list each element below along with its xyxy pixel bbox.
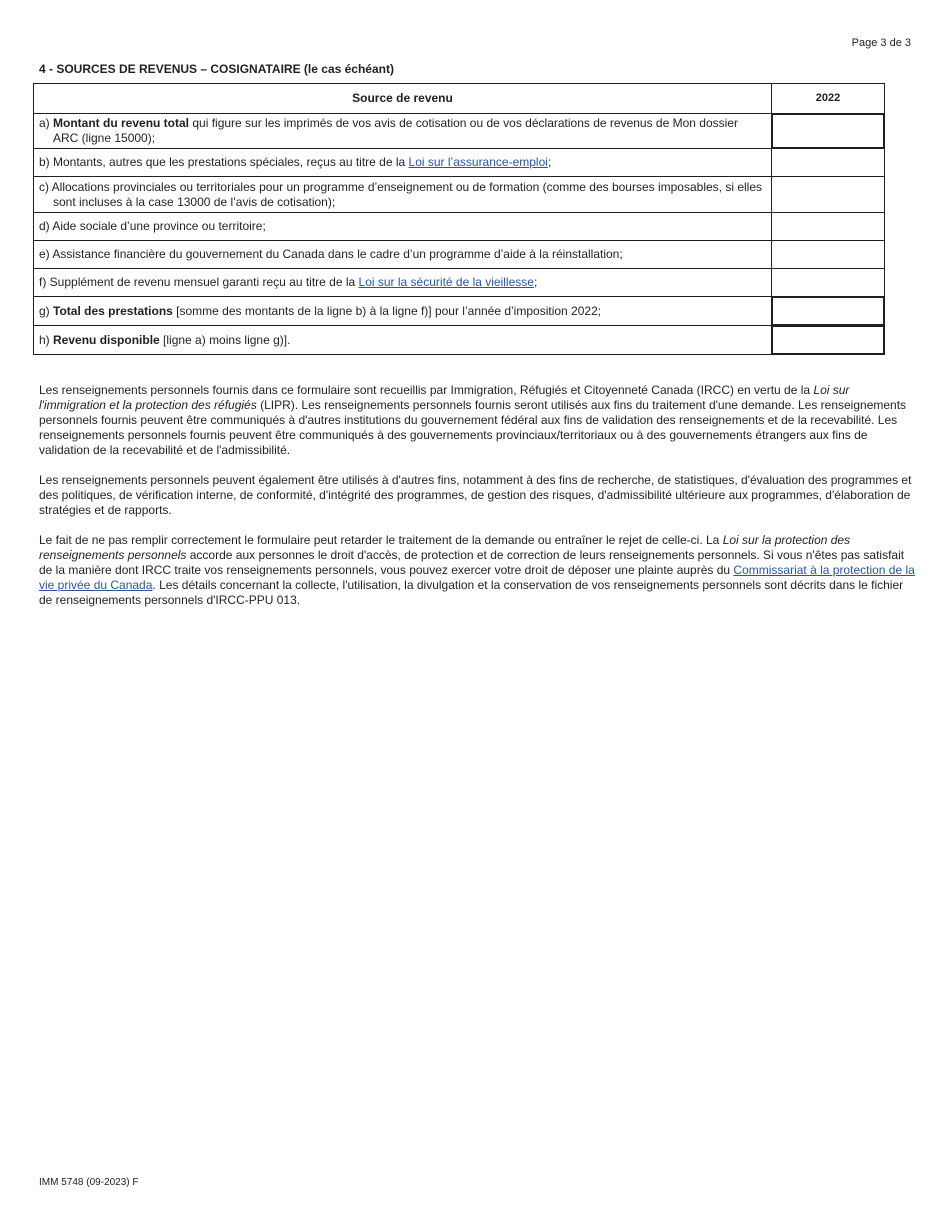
privacy-p1-text: Les renseignements personnels fournis dans ce formulaire sont recueillis par Immigration, Réfugiés et Citoyenneté Canada (IRCC) en vertu de la	[39, 383, 814, 397]
social-assistance-input[interactable]	[772, 214, 884, 240]
table-row	[34, 269, 885, 297]
row-h-prefix: h)	[39, 332, 54, 347]
table-header-row	[34, 84, 885, 114]
table-row	[34, 297, 885, 326]
row-g-prefix: g)	[39, 303, 54, 318]
row-h-description	[34, 326, 772, 355]
row-g-description	[34, 297, 772, 326]
row-b-value-cell	[772, 149, 885, 177]
row-c-description	[34, 177, 772, 213]
row-g-bold: Total des prestations	[53, 303, 173, 318]
training-allowance-input[interactable]	[772, 182, 884, 208]
table-row	[34, 241, 885, 269]
table-row	[34, 213, 885, 241]
row-e-text: e) Assistance financière du gouvernement du Canada dans le cadre d’un programme d’aide à la réinstallation;	[39, 247, 623, 261]
row-c-value-cell	[772, 177, 885, 213]
row-h-value-cell	[772, 326, 885, 355]
privacy-paragraph-1	[39, 383, 917, 458]
row-b-description	[34, 149, 772, 177]
privacy-paragraph-3	[39, 533, 917, 608]
privacy-notice	[39, 383, 917, 623]
row-h-bold: Revenu disponible	[53, 332, 160, 347]
row-e-description	[34, 241, 772, 269]
income-sources-table	[33, 83, 885, 355]
guaranteed-income-supplement-input[interactable]	[772, 270, 884, 296]
row-a-description	[34, 114, 772, 149]
table-row	[34, 114, 885, 149]
total-income-input[interactable]	[772, 114, 884, 148]
privacy-p3-text: Le fait de ne pas remplir correctement le formulaire peut retarder le traitement de la demande ou entraîner le rejet de celle-ci. La	[39, 533, 723, 547]
row-d-value-cell	[772, 213, 885, 241]
row-d-description	[34, 213, 772, 241]
privacy-p3-text-end: . Les détails concernant la collecte, l'utilisation, la divulgation et la conservation de vos renseignements personnels sont décrits dans le fichier de renseignements personnels d'IRCC-PPU 013.	[39, 578, 904, 607]
form-code: IMM 5748 (09-2023) F	[39, 1177, 139, 1188]
disposable-income-input[interactable]	[772, 326, 884, 354]
row-c-text: c) Allocations provinciales ou territoriales pour un programme d’enseignement ou de formation (comme des bourses imposables, si elles sont incluses à la case 13000 de l’avis de cotisation);	[39, 179, 763, 209]
header-source: Source de revenu	[34, 84, 772, 114]
employment-insurance-act-link[interactable]: Loi sur l’assurance-emploi	[408, 155, 548, 169]
privacy-act-title: Loi sur la protection des renseignements personnels	[39, 533, 851, 562]
header-year: 2022	[772, 84, 885, 114]
row-a-value-cell	[772, 114, 885, 149]
privacy-p3-text-continued: accorde aux personnes le droit d'accès, de protection et de correction de leurs renseignements personnels. Si vous n'êtes pas satisfait de la manière dont IRCC traite vos renseignements personnels, vous pouvez exercer votre droit de déposer une plainte auprès du	[39, 548, 905, 577]
privacy-commissioner-link[interactable]: Commissariat à la protection de la vie privée du Canada	[39, 563, 915, 592]
row-f-description	[34, 269, 772, 297]
total-benefits-input[interactable]	[772, 297, 884, 325]
employment-insurance-input[interactable]	[772, 150, 884, 176]
row-f-suffix: ;	[533, 275, 538, 289]
old-age-security-act-link[interactable]: Loi sur la sécurité de la vieillesse	[358, 275, 534, 289]
row-a-text: qui figure sur les imprimés de vos avis de cotisation ou de vos déclarations de revenus de Mon dossier ARC (ligne 15000);	[53, 116, 738, 145]
irpa-act-title: Loi sur l'immigration et la protection des réfugiés	[39, 383, 850, 412]
row-f-value-cell	[772, 269, 885, 297]
section-title: 4 - SOURCES DE REVENUS – COSIGNATAIRE (le cas échéant)	[39, 62, 394, 76]
table-row	[34, 326, 885, 355]
row-b-suffix: ;	[547, 155, 552, 169]
resettlement-assistance-input[interactable]	[772, 242, 884, 268]
row-a-prefix: a)	[39, 116, 54, 130]
row-f-text: f) Supplément de revenu mensuel garanti reçu au titre de la	[39, 275, 359, 289]
table-row	[34, 177, 885, 213]
row-h-text: [ligne a) moins ligne g)].	[159, 332, 291, 347]
row-d-text: d) Aide sociale d’une province ou territoire;	[39, 219, 266, 233]
privacy-p1-text-continued: (LIPR). Les renseignements personnels fournis seront utilisés aux fins du traitement d'une demande. Les renseignements personnels fournis peuvent être communiqués à d'autres institutions du gouvernement fédéral aux fins de validation des renseignements et de la recevabilité. Les renseignements personnels fournis peuvent être communiqués à des gouvernements provinciaux/territoriaux ou à des gouvernements étrangers aux fins de validation de la recevabilité et de l'admissibilité.	[39, 398, 907, 457]
row-g-text: [somme des montants de la ligne b) à la ligne f)] pour l’année d’imposition 2022;	[172, 303, 602, 318]
row-e-value-cell	[772, 241, 885, 269]
privacy-paragraph-2: Les renseignements personnels peuvent également être utilisés à d'autres fins, notamment à des fins de recherche, de statistiques, d'évaluation des programmes et des politiques, de vérification interne, de conformité, d'intégrité des programmes, de gestion des risques, d'admissibilité ultérieure aux programmes, d'élaboration de stratégies et de rapports.	[39, 473, 912, 517]
row-b-text: b) Montants, autres que les prestations spéciales, reçus au titre de la	[39, 155, 409, 169]
page-number: Page 3 de 3	[851, 37, 911, 49]
table-row	[34, 149, 885, 177]
row-a-bold: Montant du revenu total	[53, 116, 190, 130]
row-g-value-cell	[772, 297, 885, 326]
